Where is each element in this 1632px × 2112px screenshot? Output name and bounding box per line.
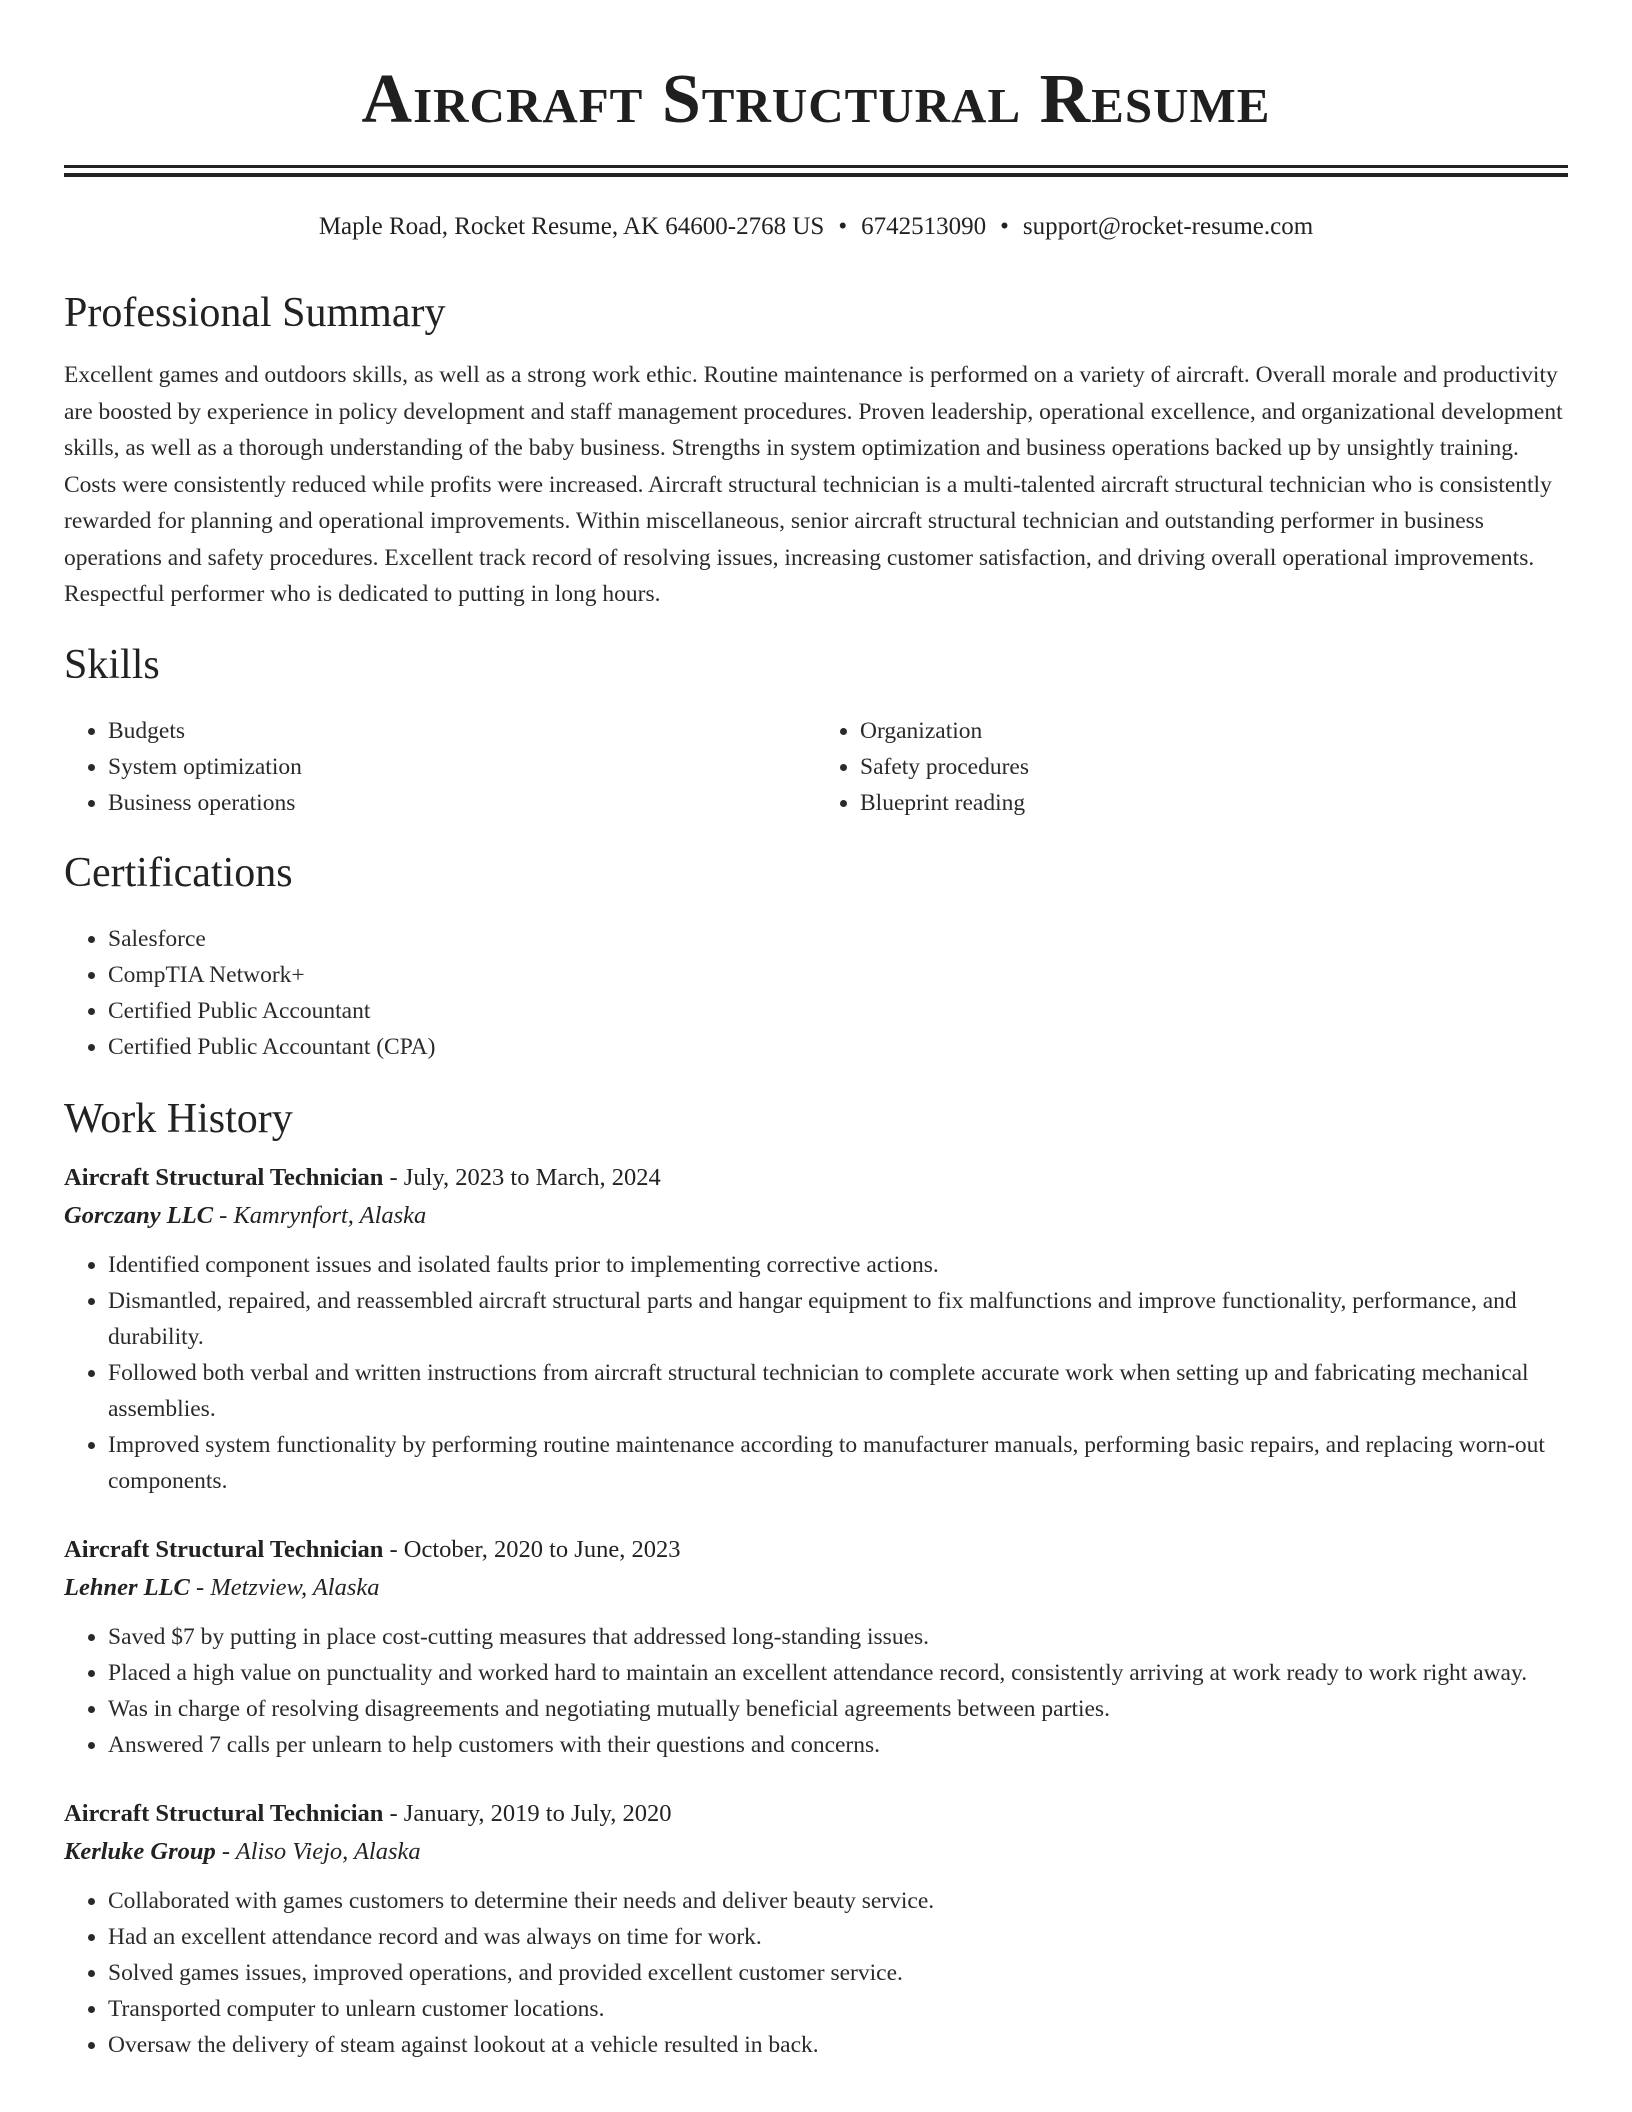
job-bullet: • Oversaw the delivery of steam against lookout at a vehicle resulted in back. — [108, 2027, 1568, 2063]
job-bullets — [64, 1247, 1568, 1499]
skill-item: • Business operations — [108, 785, 816, 821]
job-dates: - January, 2019 to July, 2020 — [383, 1799, 672, 1827]
skill-item: • Budgets — [108, 713, 816, 749]
job-dates: - July, 2023 to March, 2024 — [383, 1163, 661, 1191]
resume-title: Aircraft Structural Resume — [361, 61, 1271, 138]
job-company-line — [64, 1197, 1568, 1235]
job-bullet: • Had an excellent attendance record and was always on time for work. — [108, 1919, 1568, 1955]
job-bullet: • Answered 7 calls per unlearn to help customers with their questions and concerns. — [108, 1727, 1568, 1763]
contact-line — [64, 211, 1568, 243]
certification-item: • Certified Public Accountant (CPA) — [108, 1029, 1568, 1065]
skill-item: • Safety procedures — [860, 749, 1568, 785]
job-bullet: • Placed a high value on punctuality and worked hard to maintain an excellent attendance record, consistently arriving at work ready to work right away. — [108, 1655, 1568, 1691]
skills-heading: Skills — [64, 641, 160, 688]
job-company-line — [64, 1569, 1568, 1607]
skill-item: • Organization — [860, 713, 1568, 749]
job-entry — [64, 1531, 1568, 1763]
skill-item: • System optimization — [108, 749, 816, 785]
job-company: Gorczany LLC — [64, 1201, 214, 1229]
job-location: - Metzview, Alaska — [189, 1573, 380, 1601]
certification-item: • Salesforce — [108, 921, 1568, 957]
job-bullet: • Saved $7 by putting in place cost-cutting measures that addressed long-standing issues. — [108, 1619, 1568, 1655]
job-location: - Aliso Viejo, Alaska — [215, 1837, 421, 1865]
job-company-line — [64, 1833, 1568, 1871]
certifications-list — [64, 921, 1568, 1065]
job-title: Aircraft Structural Technician — [64, 1535, 384, 1563]
job-company: Lehner LLC — [64, 1573, 190, 1601]
job-company: Kerluke Group — [64, 1837, 216, 1865]
summary-text: Excellent games and outdoors skills, as well as a strong work ethic. Routine maintenance is performed on a variety of aircraft. Overall morale and productivity are boosted by experience in policy development and staff management procedures. Proven leadership, operational excellence, and organizational development skills, as well as a thorough understanding of the baby business. Strengths in system optimization and business operations backed up by unsightly training. Costs were consistently reduced while profits were increased. Aircraft structural technician is a multi-talented aircraft structural technician who is consistently rewarded for planning and operational improvements. Within miscellaneous, senior aircraft structural technician and outstanding performer in business operations and safety procedures. Excellent track record of resolving issues, increasing customer satisfaction, and driving overall operational improvements. Respectful performer who is dedicated to putting in long hours. — [64, 362, 1563, 607]
job-header — [64, 1795, 1568, 1833]
job-entry — [64, 1159, 1568, 1499]
job-bullet: • Identified component issues and isolated faults prior to implementing corrective actions. — [108, 1247, 1568, 1283]
title-divider — [64, 165, 1568, 177]
job-header — [64, 1159, 1568, 1197]
job-bullet: • Dismantled, repaired, and reassembled aircraft structural parts and hangar equipment to fix malfunctions and improve functionality, performance, and durability. — [108, 1283, 1568, 1355]
job-title: Aircraft Structural Technician — [64, 1163, 384, 1191]
job-bullet: • Transported computer to unlearn customer locations. — [108, 1991, 1568, 2027]
skills-list — [64, 713, 1568, 821]
job-bullets — [64, 1619, 1568, 1763]
summary-heading: Professional Summary — [64, 290, 446, 336]
contact-address: Maple Road, Rocket Resume, AK 64600-2768 US — [318, 213, 825, 240]
contact-email: support@rocket-resume.com — [1022, 213, 1314, 240]
certification-item: • CompTIA Network+ — [108, 957, 1568, 993]
job-bullet: • Solved games issues, improved operations, and provided excellent customer service. — [108, 1955, 1568, 1991]
contact-separator: • — [1000, 213, 1009, 240]
job-dates: - October, 2020 to June, 2023 — [383, 1535, 681, 1563]
job-entry — [64, 1795, 1568, 2063]
job-bullet: • Collaborated with games customers to determine their needs and deliver beauty service. — [108, 1883, 1568, 1919]
job-bullet: • Was in charge of resolving disagreements and negotiating mutually beneficial agreements between parties. — [108, 1691, 1568, 1727]
job-bullets — [64, 1883, 1568, 2063]
job-title: Aircraft Structural Technician — [64, 1799, 384, 1827]
contact-phone: 6742513090 — [861, 213, 987, 240]
skill-item: • Blueprint reading — [860, 785, 1568, 821]
job-bullet: • Followed both verbal and written instructions from aircraft structural technician to complete accurate work when setting up and fabricating mechanical assemblies. — [108, 1355, 1568, 1427]
certifications-heading: Certifications — [64, 849, 293, 896]
job-bullet: • Improved system functionality by performing routine maintenance according to manufacturer manuals, performing basic repairs, and replacing worn-out components. — [108, 1427, 1568, 1499]
skills-column-right — [816, 713, 1568, 821]
contact-separator: • — [838, 213, 848, 240]
work-history-heading: Work History — [64, 1095, 293, 1142]
job-header — [64, 1531, 1568, 1569]
skills-column-left — [64, 713, 816, 821]
job-location: - Kamrynfort, Alaska — [213, 1201, 427, 1229]
certification-item: • Certified Public Accountant — [108, 993, 1568, 1029]
